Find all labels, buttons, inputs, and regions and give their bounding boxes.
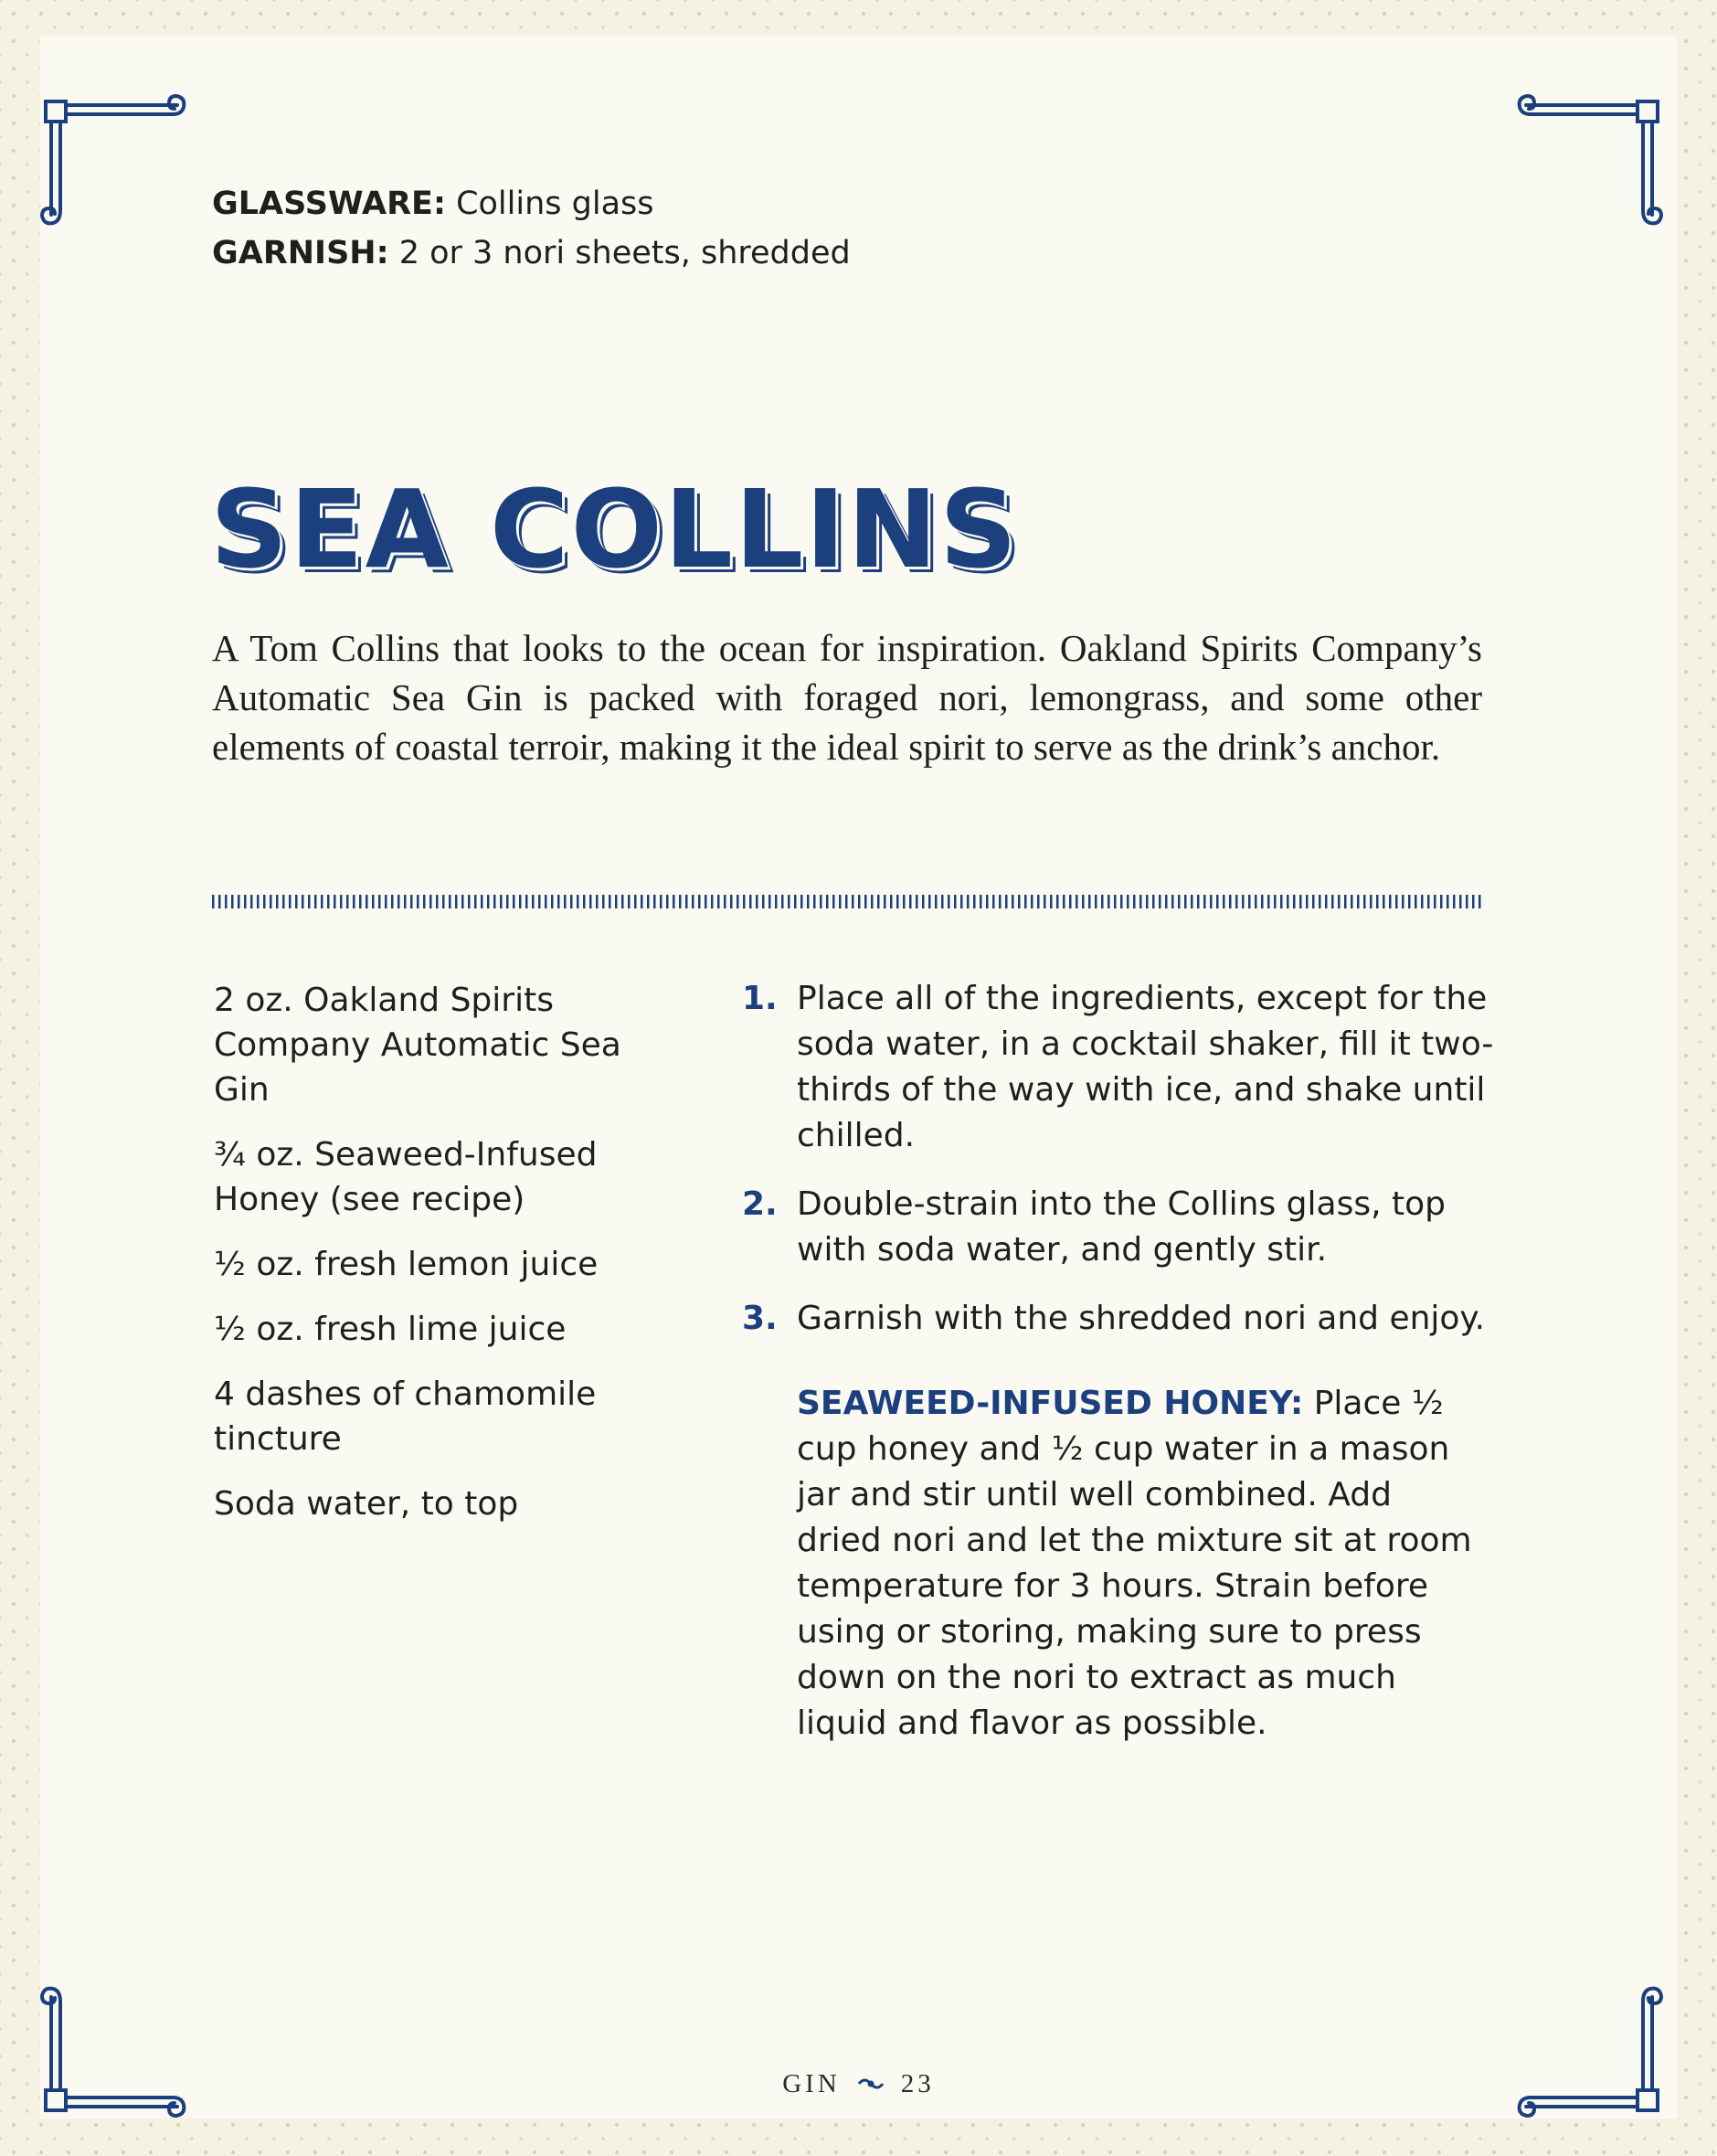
glassware-label: GLASSWARE: [212, 186, 446, 222]
ingredient-item: ½ oz. fresh lemon juice [214, 1246, 599, 1283]
recipe-meta [212, 179, 851, 278]
subrecipe-text: Place ½ cup honey and ½ cup water in a mason jar and stir until well combined. Add dried nori and let the mixture sit at room temperature for 3 hours. Strain before using or storing, making sure to press down on the nori to extract as much liquid and flavor as possible. [797, 1385, 1472, 1742]
step-number: 1. [742, 980, 778, 1017]
method-step [740, 976, 1499, 1159]
ingredient-list [214, 978, 643, 1546]
glassware-line [212, 179, 851, 228]
glassware-value: Collins glass [456, 186, 654, 222]
ingredient-item: ¾ oz. Seaweed-Infused Honey (see recipe) [214, 1136, 598, 1218]
corner-ornament-icon [1503, 1965, 1663, 2125]
ingredient-item: ½ oz. fresh lime juice [214, 1311, 567, 1348]
section-name: GIN [782, 2069, 841, 2098]
corner-ornament-icon [40, 87, 200, 247]
page-footer [0, 2069, 1717, 2099]
corner-ornament-icon [1503, 87, 1663, 247]
method-step [740, 1182, 1499, 1273]
step-text: Garnish with the shredded nori and enjoy. [797, 1300, 1486, 1337]
step-number: 3. [742, 1300, 778, 1337]
method-step [740, 1296, 1499, 1342]
method-steps [740, 976, 1499, 1365]
step-number: 2. [742, 1185, 778, 1223]
ingredient-item: 4 dashes of chamomile tincture [214, 1375, 597, 1458]
honey-subrecipe [797, 1381, 1473, 1747]
garnish-line [212, 228, 851, 278]
page-number: 23 [900, 2069, 935, 2098]
recipe-intro: A Tom Collins that looks to the ocean for inspiration. Oakland Spirits Company’s Automatic Sea Gin is packed with foraged nori, lemongrass, and some other elements of coastal terroir, making it the ideal spirit to serve as the drink’s anchor. [212, 627, 1482, 768]
step-text: Double-strain into the Collins glass, top with soda water, and gently stir. [797, 1185, 1446, 1269]
ingredient-item: Soda water, to top [214, 1485, 519, 1523]
subrecipe-label: SEAWEED-INFUSED HONEY: [797, 1385, 1304, 1422]
recipe-title: SEA COLLINS [210, 466, 1019, 592]
corner-ornament-icon [40, 1965, 200, 2125]
hatched-divider [212, 895, 1482, 908]
garnish-label: GARNISH: [212, 235, 389, 271]
garnish-value: 2 or 3 nori sheets, shredded [398, 235, 851, 271]
step-text: Place all of the ingredients, except for the soda water, in a cocktail shaker, fill it two-thirds of the way with ice, and shake until chilled. [797, 980, 1494, 1154]
ingredient-item: 2 oz. Oakland Spirits Company Automatic Sea Gin [214, 982, 621, 1109]
fleuron-icon [857, 2069, 885, 2099]
